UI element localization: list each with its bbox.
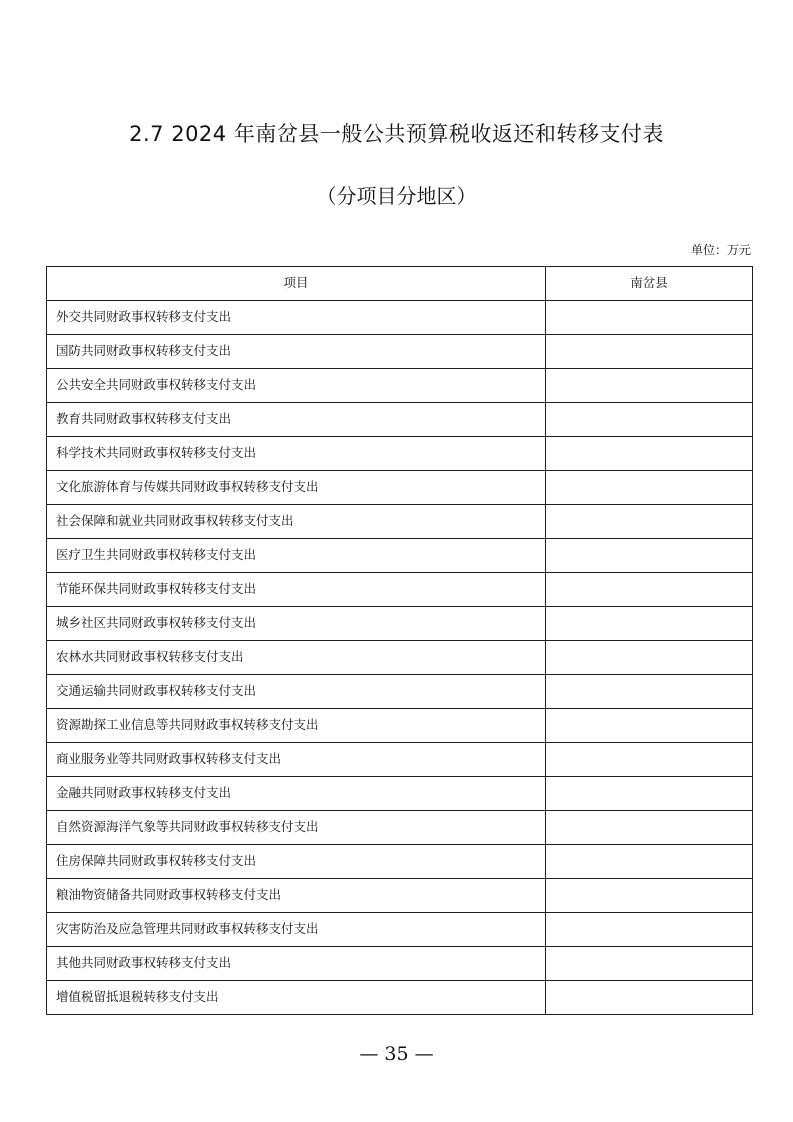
table-row — [47, 607, 753, 641]
row-item: 外交共同财政事权转移支付支出 — [47, 301, 546, 335]
table-row — [47, 437, 753, 471]
row-item: 节能环保共同财政事权转移支付支出 — [47, 573, 546, 607]
table-row — [47, 403, 753, 437]
table-row — [47, 471, 753, 505]
row-value — [546, 369, 753, 403]
row-item: 教育共同财政事权转移支付支出 — [47, 403, 546, 437]
row-value — [546, 879, 753, 913]
table-row — [47, 301, 753, 335]
row-value — [546, 539, 753, 573]
table-row — [47, 777, 753, 811]
row-item: 国防共同财政事权转移支付支出 — [47, 335, 546, 369]
table-row — [47, 709, 753, 743]
header-region: 南岔县 — [546, 267, 753, 301]
table-row — [47, 641, 753, 675]
row-value — [546, 607, 753, 641]
table-row — [47, 811, 753, 845]
row-value — [546, 845, 753, 879]
row-item: 社会保障和就业共同财政事权转移支付支出 — [47, 505, 546, 539]
page-subtitle: （分项目分地区） — [316, 184, 477, 208]
row-item: 住房保障共同财政事权转移支付支出 — [47, 845, 546, 879]
table-row — [47, 369, 753, 403]
table-row — [47, 505, 753, 539]
table-row — [47, 879, 753, 913]
header-item: 项目 — [47, 267, 546, 301]
row-item: 科学技术共同财政事权转移支付支出 — [47, 437, 546, 471]
row-value — [546, 437, 753, 471]
row-item: 粮油物资储备共同财政事权转移支付支出 — [47, 879, 546, 913]
row-value — [546, 811, 753, 845]
row-value — [546, 913, 753, 947]
row-value — [546, 675, 753, 709]
row-item: 资源勘探工业信息等共同财政事权转移支付支出 — [47, 709, 546, 743]
row-value — [546, 743, 753, 777]
row-item: 文化旅游体育与传媒共同财政事权转移支付支出 — [47, 471, 546, 505]
row-value — [546, 335, 753, 369]
row-value — [546, 641, 753, 675]
row-value — [546, 709, 753, 743]
table-row — [47, 845, 753, 879]
row-item: 灾害防治及应急管理共同财政事权转移支付支出 — [47, 913, 546, 947]
table-row — [47, 539, 753, 573]
row-item: 金融共同财政事权转移支付支出 — [47, 777, 546, 811]
row-value — [546, 981, 753, 1015]
row-value — [546, 301, 753, 335]
table-row — [47, 573, 753, 607]
table-row — [47, 335, 753, 369]
budget-table — [46, 266, 753, 1015]
row-item: 其他共同财政事权转移支付支出 — [47, 947, 546, 981]
row-item: 自然资源海洋气象等共同财政事权转移支付支出 — [47, 811, 546, 845]
table-header-row — [47, 267, 753, 301]
row-value — [546, 777, 753, 811]
row-value — [546, 947, 753, 981]
row-item: 农林水共同财政事权转移支付支出 — [47, 641, 546, 675]
row-item: 公共安全共同财政事权转移支付支出 — [47, 369, 546, 403]
table-row — [47, 675, 753, 709]
unit-label: 单位：万元 — [690, 243, 751, 257]
page-number: — 35 — — [359, 1043, 434, 1065]
table-row — [47, 743, 753, 777]
row-item: 交通运输共同财政事权转移支付支出 — [47, 675, 546, 709]
row-value — [546, 505, 753, 539]
table-row — [47, 947, 753, 981]
row-item: 医疗卫生共同财政事权转移支付支出 — [47, 539, 546, 573]
row-value — [546, 471, 753, 505]
row-item: 商业服务业等共同财政事权转移支付支出 — [47, 743, 546, 777]
row-value — [546, 573, 753, 607]
row-item: 增值税留抵退税转移支付支出 — [47, 981, 546, 1015]
row-value — [546, 403, 753, 437]
table-row — [47, 981, 753, 1015]
table-row — [47, 913, 753, 947]
page-title: 2.7 2024 年南岔县一般公共预算税收返还和转移支付表 — [129, 122, 664, 146]
row-item: 城乡社区共同财政事权转移支付支出 — [47, 607, 546, 641]
